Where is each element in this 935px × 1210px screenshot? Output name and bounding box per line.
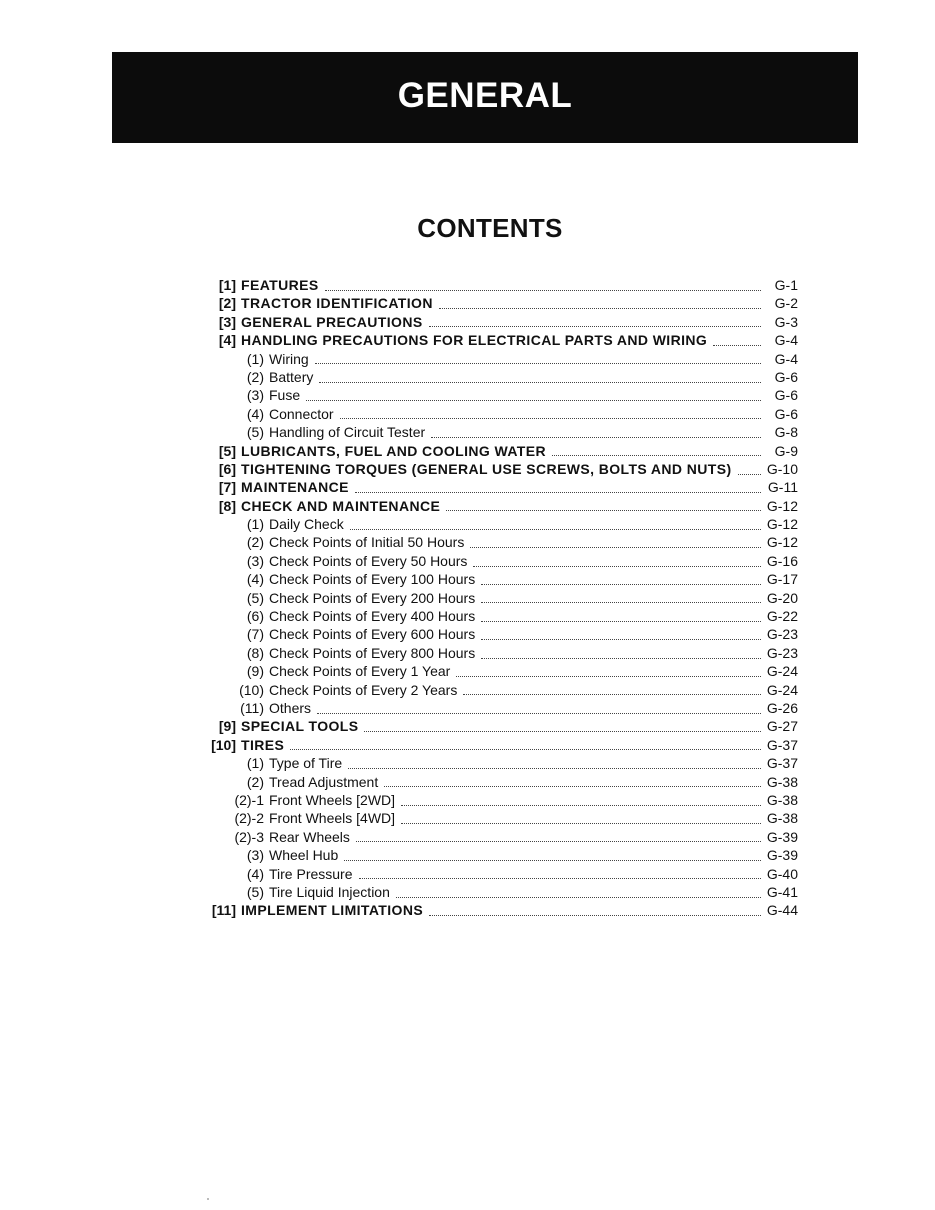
toc-entry-number: (3) xyxy=(246,387,264,404)
toc-entry-page: G-26 xyxy=(766,699,798,716)
toc-entry-page: G-41 xyxy=(766,883,798,900)
toc-entry-number: [10] xyxy=(211,736,236,753)
toc-entry-page: G-17 xyxy=(766,571,798,588)
toc-dot-leader xyxy=(429,913,761,916)
toc-entry-title: LUBRICANTS, FUEL AND COOLING WATER xyxy=(241,442,546,459)
toc-entry-title: Battery xyxy=(269,368,314,385)
toc-entry-number: (6) xyxy=(246,608,264,625)
toc-section-entry[interactable] xyxy=(198,331,798,349)
toc-entry-number: [4] xyxy=(218,332,236,349)
toc-entry-number: [6] xyxy=(218,460,236,477)
toc-entry-page: G-38 xyxy=(766,773,798,790)
toc-section-entry[interactable] xyxy=(198,460,798,478)
toc-subsection-entry[interactable] xyxy=(198,662,798,680)
toc-entry-number: (2)-1 xyxy=(234,791,264,808)
toc-dot-leader xyxy=(348,766,761,769)
toc-entry-title: Others xyxy=(269,699,312,716)
toc-dot-leader xyxy=(463,692,761,695)
toc-entry-page: G-24 xyxy=(766,663,798,680)
toc-section-entry[interactable] xyxy=(198,294,798,312)
toc-dot-leader xyxy=(401,821,761,824)
toc-section-entry[interactable] xyxy=(198,276,798,294)
toc-subsection-entry[interactable] xyxy=(198,681,798,699)
toc-entry-title: Check Points of Every 400 Hours xyxy=(269,608,476,625)
section-banner xyxy=(112,52,858,143)
toc-entry-page: G-38 xyxy=(766,791,798,808)
toc-dot-leader xyxy=(306,398,761,401)
toc-entry-number: (11) xyxy=(240,699,264,716)
toc-subsection-entry[interactable] xyxy=(198,515,798,533)
toc-dot-leader xyxy=(290,747,761,750)
toc-entry-page: G-27 xyxy=(766,718,798,735)
toc-entry-title: TIRES xyxy=(241,736,285,753)
toc-entry-page: G-20 xyxy=(766,589,798,606)
toc-entry-number: (1) xyxy=(246,350,264,367)
toc-subsection-entry[interactable] xyxy=(198,589,798,607)
toc-entry-page: G-39 xyxy=(766,847,798,864)
toc-entry-page: G-23 xyxy=(766,626,798,643)
toc-subsection-entry[interactable] xyxy=(198,552,798,570)
toc-section-entry[interactable] xyxy=(198,901,798,919)
toc-entry-title: Check Points of Every 50 Hours xyxy=(269,552,468,569)
toc-entry-number: [9] xyxy=(218,718,236,735)
toc-entry-number: [1] xyxy=(218,277,236,293)
toc-dot-leader xyxy=(552,453,761,456)
toc-entry-title: Check Points of Every 100 Hours xyxy=(269,571,476,588)
toc-entry-number: [5] xyxy=(218,442,236,459)
toc-dot-leader xyxy=(344,858,761,861)
toc-entry-title: Wiring xyxy=(269,350,309,367)
table-of-contents xyxy=(198,276,798,920)
toc-entry-title: Tire Liquid Injection xyxy=(269,883,390,900)
toc-entry-page: G-40 xyxy=(766,865,798,882)
toc-entry-number: (2) xyxy=(246,773,264,790)
toc-section-entry[interactable] xyxy=(198,717,798,735)
toc-dot-leader xyxy=(738,472,761,475)
toc-entry-title: CHECK AND MAINTENANCE xyxy=(241,497,441,514)
toc-entry-page: G-6 xyxy=(774,405,798,422)
toc-entry-page: G-23 xyxy=(766,644,798,661)
toc-dot-leader xyxy=(355,490,761,493)
toc-entry-number: (3) xyxy=(246,847,264,864)
toc-entry-title: Front Wheels [2WD] xyxy=(269,791,396,808)
toc-dot-leader xyxy=(396,895,761,898)
toc-dot-leader xyxy=(481,582,761,585)
toc-entry-number: (5) xyxy=(246,424,264,441)
toc-entry-number: (1) xyxy=(246,755,264,772)
toc-dot-leader xyxy=(713,343,761,346)
toc-dot-leader xyxy=(429,324,761,327)
toc-entry-page: G-24 xyxy=(766,681,798,698)
toc-subsection-entry[interactable] xyxy=(198,883,798,901)
toc-section-entry[interactable] xyxy=(198,736,798,754)
toc-subsection-entry[interactable] xyxy=(198,865,798,883)
toc-subsection-entry[interactable] xyxy=(198,350,798,368)
toc-entry-title: TRACTOR IDENTIFICATION xyxy=(241,295,433,312)
toc-entry-number: (2) xyxy=(246,534,264,551)
toc-subsection-entry[interactable] xyxy=(198,809,798,827)
toc-entry-number: (5) xyxy=(246,883,264,900)
toc-subsection-entry[interactable] xyxy=(198,368,798,386)
toc-entry-page: G-37 xyxy=(766,755,798,772)
toc-entry-page: G-1 xyxy=(774,277,798,293)
toc-subsection-entry[interactable] xyxy=(198,773,798,791)
toc-entry-number: [8] xyxy=(218,497,236,514)
toc-entry-page: G-2 xyxy=(774,295,798,312)
toc-entry-title: Check Points of Every 800 Hours xyxy=(269,644,476,661)
toc-subsection-entry[interactable] xyxy=(198,423,798,441)
toc-entry-number: [3] xyxy=(218,313,236,330)
toc-entry-page: G-39 xyxy=(766,828,798,845)
toc-entry-number: (4) xyxy=(246,571,264,588)
toc-entry-title: Tire Pressure xyxy=(269,865,353,882)
toc-entry-title: Check Points of Initial 50 Hours xyxy=(269,534,465,551)
toc-entry-page: G-12 xyxy=(766,516,798,533)
toc-entry-page: G-8 xyxy=(774,424,798,441)
toc-entry-title: IMPLEMENT LIMITATIONS xyxy=(241,902,424,919)
toc-entry-title: Connector xyxy=(269,405,334,422)
toc-entry-number: [7] xyxy=(218,479,236,496)
toc-entry-number: (2) xyxy=(246,368,264,385)
toc-entry-number: (2)-3 xyxy=(234,828,264,845)
toc-dot-leader xyxy=(401,803,761,806)
toc-subsection-entry[interactable] xyxy=(198,828,798,846)
toc-entry-title: Daily Check xyxy=(269,516,344,533)
toc-section-entry[interactable] xyxy=(198,442,798,460)
toc-entry-title: Wheel Hub xyxy=(269,847,339,864)
toc-entry-page: G-11 xyxy=(767,479,798,496)
scan-speck xyxy=(207,1198,209,1200)
toc-entry-page: G-9 xyxy=(774,442,798,459)
toc-entry-title: Front Wheels [4WD] xyxy=(269,810,396,827)
toc-subsection-entry[interactable] xyxy=(198,405,798,423)
toc-dot-leader xyxy=(481,637,761,640)
toc-entry-page: G-4 xyxy=(774,350,798,367)
toc-entry-title: Handling of Circuit Tester xyxy=(269,424,426,441)
toc-entry-number: (9) xyxy=(246,663,264,680)
toc-entry-number: [11] xyxy=(211,902,236,919)
toc-dot-leader xyxy=(439,306,761,309)
toc-entry-page: G-12 xyxy=(766,534,798,551)
toc-dot-leader xyxy=(384,784,761,787)
toc-entry-title: Check Points of Every 600 Hours xyxy=(269,626,476,643)
toc-dot-leader xyxy=(481,619,761,622)
toc-entry-title: Rear Wheels xyxy=(269,828,350,845)
toc-dot-leader xyxy=(481,600,761,603)
toc-entry-number: (10) xyxy=(239,681,264,698)
toc-entry-number: (5) xyxy=(246,589,264,606)
toc-dot-leader xyxy=(317,711,761,714)
toc-dot-leader xyxy=(340,416,761,419)
toc-subsection-entry[interactable] xyxy=(198,533,798,551)
banner-title: GENERAL xyxy=(397,75,573,115)
toc-entry-title: Type of Tire xyxy=(269,755,343,772)
toc-entry-page: G-4 xyxy=(774,332,798,349)
toc-entry-number: (2)-2 xyxy=(234,810,264,827)
toc-dot-leader xyxy=(325,288,761,291)
toc-entry-number: (7) xyxy=(246,626,264,643)
toc-section-entry[interactable] xyxy=(198,313,798,331)
toc-dot-leader xyxy=(456,674,761,677)
toc-entry-title: GENERAL PRECAUTIONS xyxy=(241,313,423,330)
toc-subsection-entry[interactable] xyxy=(198,607,798,625)
toc-subsection-entry[interactable] xyxy=(198,846,798,864)
toc-subsection-entry[interactable] xyxy=(198,791,798,809)
toc-entry-title: SPECIAL TOOLS xyxy=(241,718,359,735)
toc-entry-page: G-38 xyxy=(766,810,798,827)
toc-entry-page: G-22 xyxy=(766,608,798,625)
toc-dot-leader xyxy=(315,361,761,364)
toc-subsection-entry[interactable] xyxy=(198,625,798,643)
toc-subsection-entry[interactable] xyxy=(198,570,798,588)
toc-entry-page: G-3 xyxy=(774,313,798,330)
toc-entry-number: (4) xyxy=(246,865,264,882)
toc-dot-leader xyxy=(473,564,761,567)
toc-entry-title: TIGHTENING TORQUES (GENERAL USE SCREWS, BOLTS AND NUTS) xyxy=(241,460,732,477)
toc-entry-title: Check Points of Every 2 Years xyxy=(269,681,458,698)
toc-section-entry[interactable] xyxy=(198,478,798,496)
toc-entry-title: Check Points of Every 200 Hours xyxy=(269,589,476,606)
toc-dot-leader xyxy=(470,545,761,548)
toc-subsection-entry[interactable] xyxy=(198,699,798,717)
toc-dot-leader xyxy=(356,839,761,842)
toc-dot-leader xyxy=(446,508,761,511)
toc-entry-title: Tread Adjustment xyxy=(269,773,379,790)
toc-dot-leader xyxy=(431,435,761,438)
toc-subsection-entry[interactable] xyxy=(198,644,798,662)
toc-subsection-entry[interactable] xyxy=(198,386,798,404)
toc-entry-number: (8) xyxy=(246,644,264,661)
toc-entry-page: G-16 xyxy=(766,552,798,569)
toc-dot-leader xyxy=(364,729,761,732)
toc-entry-page: G-44 xyxy=(766,902,798,919)
toc-entry-page: G-6 xyxy=(774,368,798,385)
contents-heading: CONTENTS xyxy=(417,213,563,243)
toc-dot-leader xyxy=(359,876,761,879)
toc-dot-leader xyxy=(350,527,761,530)
toc-entry-number: (3) xyxy=(246,552,264,569)
toc-entry-page: G-12 xyxy=(766,497,798,514)
toc-entry-number: [2] xyxy=(218,295,236,312)
toc-subsection-entry[interactable] xyxy=(198,754,798,772)
toc-section-entry[interactable] xyxy=(198,497,798,515)
toc-entry-page: G-37 xyxy=(766,736,798,753)
toc-entry-title: HANDLING PRECAUTIONS FOR ELECTRICAL PARTS AND WIRING xyxy=(241,332,708,349)
toc-dot-leader xyxy=(481,656,761,659)
toc-dot-leader xyxy=(319,380,761,383)
toc-entry-page: G-6 xyxy=(774,387,798,404)
toc-entry-title: MAINTENANCE xyxy=(241,479,349,496)
toc-entry-number: (4) xyxy=(246,405,264,422)
toc-entry-page: G-10 xyxy=(766,460,798,477)
toc-entry-title: FEATURES xyxy=(241,277,319,293)
toc-entry-title: Check Points of Every 1 Year xyxy=(269,663,451,680)
toc-entry-title: Fuse xyxy=(269,387,301,404)
toc-entry-number: (1) xyxy=(246,516,264,533)
